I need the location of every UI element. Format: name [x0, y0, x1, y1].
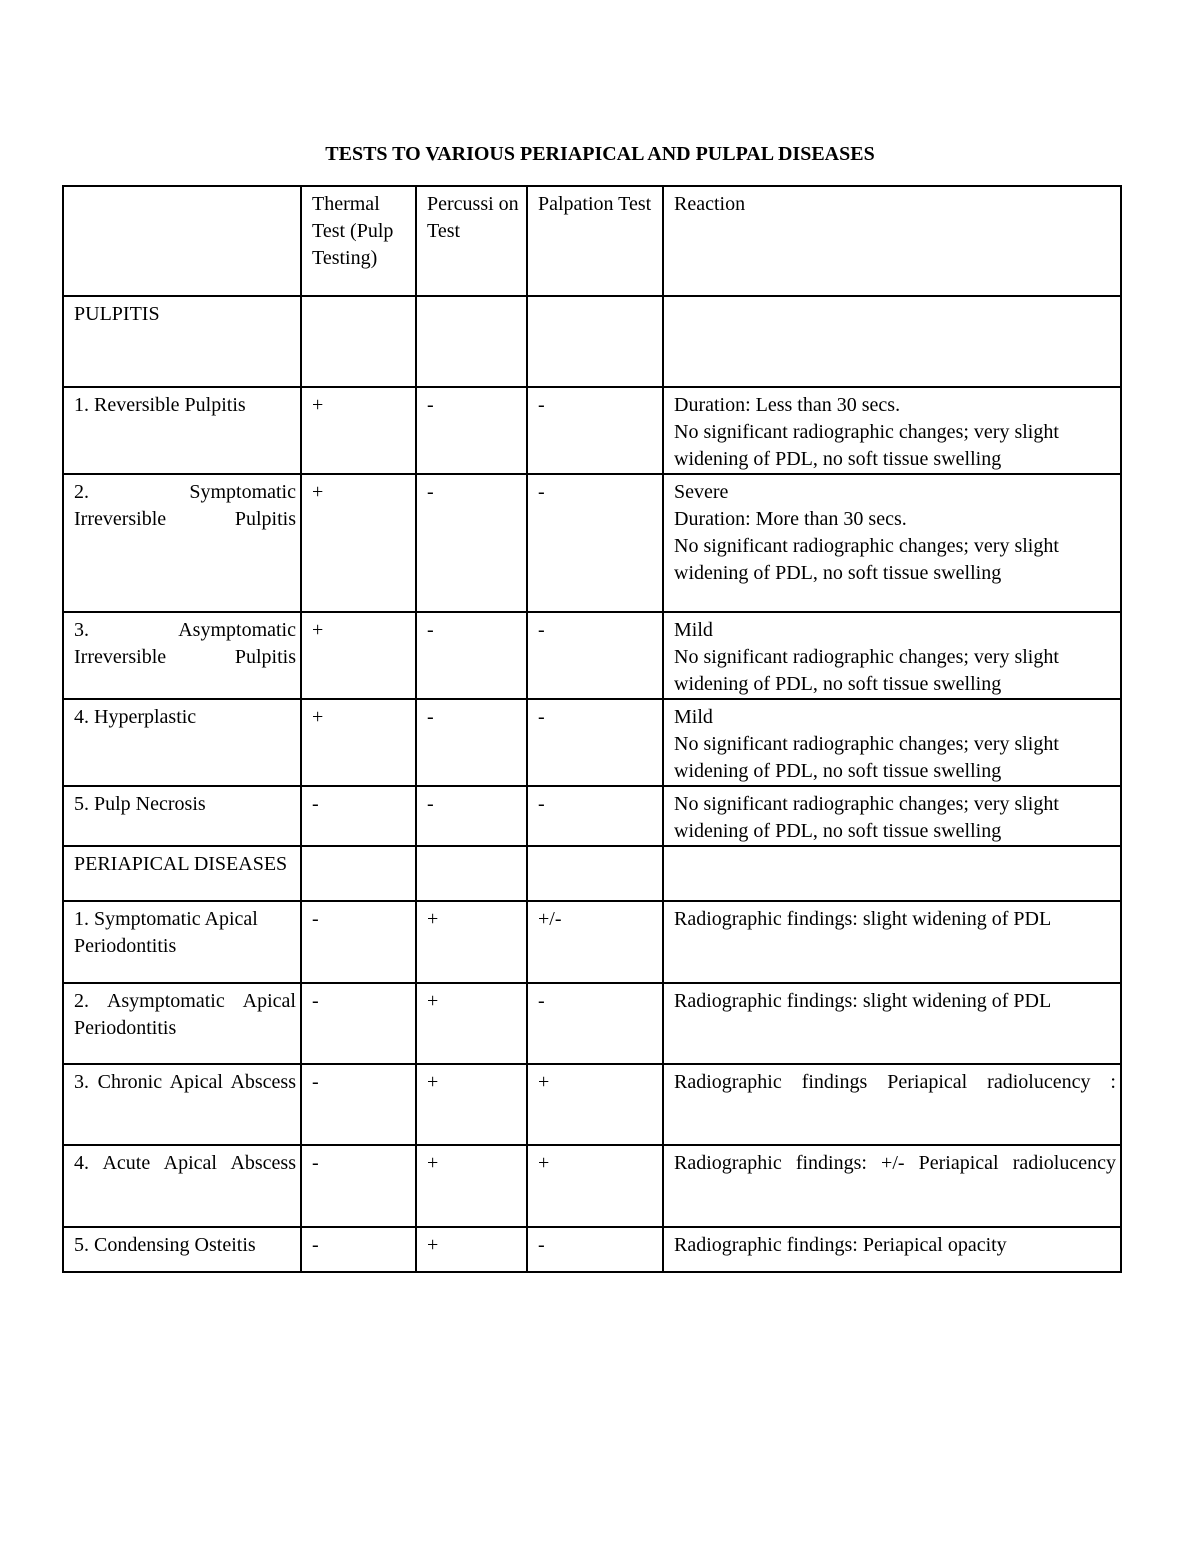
row-name: 4. Acute Apical Abscess [63, 1145, 301, 1227]
row-name: 3. Chronic Apical Abscess [63, 1064, 301, 1145]
table-row [63, 699, 1121, 786]
percussion-cell [416, 846, 527, 901]
thermal-cell: - [301, 901, 416, 983]
table-row [63, 1227, 1121, 1272]
palpation-cell [527, 296, 663, 387]
percussion-cell: - [416, 474, 527, 612]
thermal-cell [301, 846, 416, 901]
palpation-cell: - [527, 387, 663, 474]
table-row [63, 901, 1121, 983]
row-name: PERIAPICAL DISEASES [63, 846, 301, 901]
table-row [63, 474, 1121, 612]
header-thermal-test: Thermal Test (Pulp Testing) [301, 186, 416, 296]
palpation-cell: +/- [527, 901, 663, 983]
palpation-cell: - [527, 474, 663, 612]
reaction-cell: Duration: Less than 30 secs. No significant radiographic changes; very slight widening of PDL, no soft tissue swelling [663, 387, 1121, 474]
percussion-cell: - [416, 612, 527, 699]
palpation-cell [527, 846, 663, 901]
reaction-cell: Mild No significant radiographic changes; very slight widening of PDL, no soft tissue swelling [663, 699, 1121, 786]
reaction-cell: Radiographic findings: slight widening of PDL [663, 901, 1121, 983]
row-name: PULPITIS [63, 296, 301, 387]
row-name: 2. Symptomatic Irreversible Pulpitis [63, 474, 301, 612]
document-title: TESTS TO VARIOUS PERIAPICAL AND PULPAL DISEASES [325, 143, 875, 165]
header-row [63, 186, 1121, 296]
row-name: 4. Hyperplastic [63, 699, 301, 786]
thermal-cell: + [301, 612, 416, 699]
reaction-cell: No significant radiographic changes; very slight widening of PDL, no soft tissue swelling [663, 786, 1121, 846]
palpation-cell: - [527, 1227, 663, 1272]
percussion-cell: + [416, 901, 527, 983]
palpation-cell: + [527, 1064, 663, 1145]
thermal-cell [301, 296, 416, 387]
reaction-cell: Radiographic findings: slight widening of PDL [663, 983, 1121, 1064]
thermal-cell: + [301, 474, 416, 612]
palpation-cell: - [527, 983, 663, 1064]
table-row [63, 786, 1121, 846]
row-name: 3. Asymptomatic Irreversible Pulpitis [63, 612, 301, 699]
header-percussion-test: Percussi on Test [416, 186, 527, 296]
section-row-periapical [63, 846, 1121, 901]
palpation-cell: - [527, 786, 663, 846]
table-row [63, 1145, 1121, 1227]
header-blank [63, 186, 301, 296]
palpation-cell: - [527, 699, 663, 786]
disease-test-table [62, 185, 1122, 1273]
table-row [63, 387, 1121, 474]
thermal-cell: + [301, 387, 416, 474]
thermal-cell: - [301, 786, 416, 846]
percussion-cell: + [416, 1145, 527, 1227]
reaction-cell: Radiographic findings: +/- Periapical radiolucency [663, 1145, 1121, 1227]
table-row [63, 983, 1121, 1064]
percussion-cell [416, 296, 527, 387]
table-row [63, 1064, 1121, 1145]
row-name: 2. Asymptomatic Apical Periodontitis [63, 983, 301, 1064]
section-row-pulpitis [63, 296, 1121, 387]
reaction-cell: Radiographic findings Periapical radiolucency : [663, 1064, 1121, 1145]
row-name: 1. Reversible Pulpitis [63, 387, 301, 474]
reaction-cell: Radiographic findings: Periapical opacity [663, 1227, 1121, 1272]
header-reaction: Reaction [663, 186, 1121, 296]
reaction-cell [663, 296, 1121, 387]
palpation-cell: + [527, 1145, 663, 1227]
percussion-cell: + [416, 1064, 527, 1145]
reaction-cell [663, 846, 1121, 901]
thermal-cell: - [301, 1145, 416, 1227]
percussion-cell: + [416, 983, 527, 1064]
reaction-cell: Mild No significant radiographic changes; very slight widening of PDL, no soft tissue swelling [663, 612, 1121, 699]
thermal-cell: - [301, 983, 416, 1064]
table-row [63, 612, 1121, 699]
row-name: 5. Pulp Necrosis [63, 786, 301, 846]
row-name: 5. Condensing Osteitis [63, 1227, 301, 1272]
palpation-cell: - [527, 612, 663, 699]
reaction-cell: Severe Duration: More than 30 secs. No significant radiographic changes; very slight widening of PDL, no soft tissue swelling [663, 474, 1121, 612]
thermal-cell: + [301, 699, 416, 786]
thermal-cell: - [301, 1064, 416, 1145]
percussion-cell: - [416, 387, 527, 474]
percussion-cell: - [416, 786, 527, 846]
percussion-cell: + [416, 1227, 527, 1272]
percussion-cell: - [416, 699, 527, 786]
row-name: 1. Symptomatic Apical Periodontitis [63, 901, 301, 983]
header-palpation-test: Palpation Test [527, 186, 663, 296]
thermal-cell: - [301, 1227, 416, 1272]
